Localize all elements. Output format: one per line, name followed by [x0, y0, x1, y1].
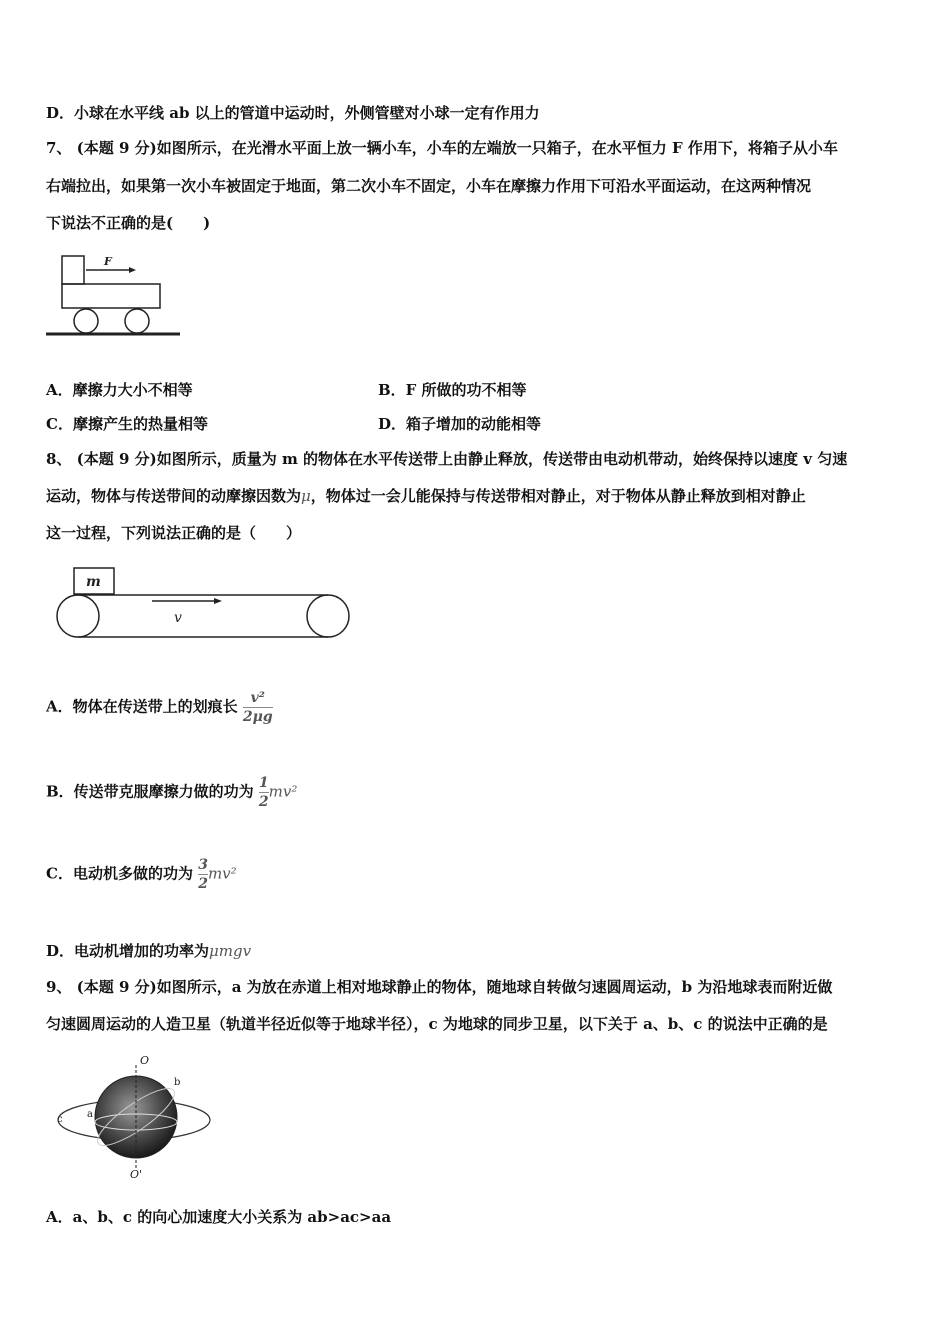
q8-pulley-right — [307, 595, 349, 637]
q9-option-a[interactable]: A．a、b、c 的向心加速度大小关系为 ab>ac>aa — [46, 1208, 392, 1226]
q8-option-c-tail: mv² — [207, 864, 237, 883]
q9-label-a: a — [87, 1109, 93, 1120]
q8-mass-label: m — [86, 574, 101, 590]
q7-option-c[interactable]: C．摩擦产生的热量相等 — [46, 415, 208, 433]
q7-wheel-right — [125, 309, 149, 333]
q8-option-c[interactable] — [46, 857, 237, 892]
q7-option-a[interactable]: A．摩擦力大小不相等 — [46, 381, 193, 399]
q9-stem-line1: 9、 (本题 9 分)如图所示，a 为放在赤道上相对地球静止的物体，随地球自转做匀速圆周运动，b 为沿地球表而附近做 — [46, 978, 833, 996]
q8-option-a-numerator: v² — [250, 690, 265, 706]
q7-wheel-left — [74, 309, 98, 333]
q8-stem-line2-part1: 运动，物体与传送带间的动摩擦因数为 — [46, 487, 302, 505]
q8-option-b-fraction — [259, 775, 269, 810]
q7-stem-line1: 7、 (本题 9 分)如图所示，在光滑水平面上放一辆小车，小车的左端放一只箱子，在水平恒力 F 作用下，将箱子从小车 — [46, 139, 838, 157]
q8-option-d-text: D．电动机增加的功率为 — [46, 942, 210, 960]
q7-stem-line2: 右端拉出，如果第一次小车被固定于地面，第二次小车不固定，小车在摩擦力作用下可沿水平面运动，在这两种情况 — [46, 177, 812, 195]
q8-option-b[interactable] — [46, 775, 297, 810]
q9-label-c: c — [57, 1114, 63, 1125]
q9-stem-line2: 匀速圆周运动的人造卫星（轨道半径近似等于地球半径），c 为地球的同步卫星，以下关于 a、b、c 的说法中正确的是 — [46, 1015, 828, 1033]
q8-option-a-denominator: 2μg — [242, 709, 273, 725]
q8-option-c-fraction — [198, 857, 208, 892]
q8-pulley-left — [57, 595, 99, 637]
q7-option-d[interactable]: D．箱子增加的动能相等 — [378, 415, 542, 433]
q8-option-d-math: μmgv — [209, 942, 252, 960]
q8-stem-line3: 这一过程，下列说法正确的是（ ） — [46, 524, 302, 542]
q7-force-label: F — [104, 255, 112, 268]
q8-option-b-numerator: 1 — [258, 775, 269, 791]
q8-option-c-numerator: 3 — [198, 857, 208, 873]
q9-label-b: b — [174, 1077, 181, 1088]
q9-label-o-top: O — [140, 1054, 150, 1067]
q9-label-o-bottom: O' — [130, 1168, 143, 1181]
q8-option-b-denominator: 2 — [258, 794, 269, 810]
q8-option-a[interactable] — [46, 690, 273, 725]
q8-velocity-label: v — [174, 610, 182, 626]
q7-option-b[interactable]: B．F 所做的功不相等 — [378, 381, 527, 399]
q8-stem-line1: 8、 (本题 9 分)如图所示，质量为 m 的物体在水平传送带上由静止释放，传送带由电动机带动，始终保持以速度 v 匀速 — [46, 450, 848, 468]
q7-box — [62, 256, 84, 284]
q9-earth-figure — [54, 1050, 214, 1185]
q8-option-a-fraction — [243, 690, 273, 725]
q8-option-c-text: C．电动机多做的功为 — [46, 864, 193, 883]
q7-stem-line3: 下说法不正确的是( ) — [46, 214, 211, 232]
q8-option-b-text: B．传送带克服摩擦力做的功为 — [46, 782, 254, 801]
q8-option-b-tail: mv² — [268, 782, 298, 801]
q7-cart-figure — [44, 252, 184, 344]
q8-mu-symbol: μ — [301, 487, 311, 505]
q8-stem-line2 — [46, 485, 806, 506]
q7-cart-body — [62, 284, 160, 308]
q8-conveyor-figure — [52, 564, 352, 644]
q8-option-d[interactable] — [46, 940, 251, 961]
q6-option-d: D．小球在水平线 ab 以上的管道中运动时，外侧管壁对小球一定有作用力 — [46, 104, 540, 122]
q8-stem-line2-part2: ，物体过一会儿能保持与传送带相对静止，对于物体从静止释放到相对静止 — [310, 487, 806, 505]
q8-option-a-text: A．物体在传送带上的划痕长 — [46, 697, 238, 716]
q8-option-c-denominator: 2 — [198, 876, 208, 892]
